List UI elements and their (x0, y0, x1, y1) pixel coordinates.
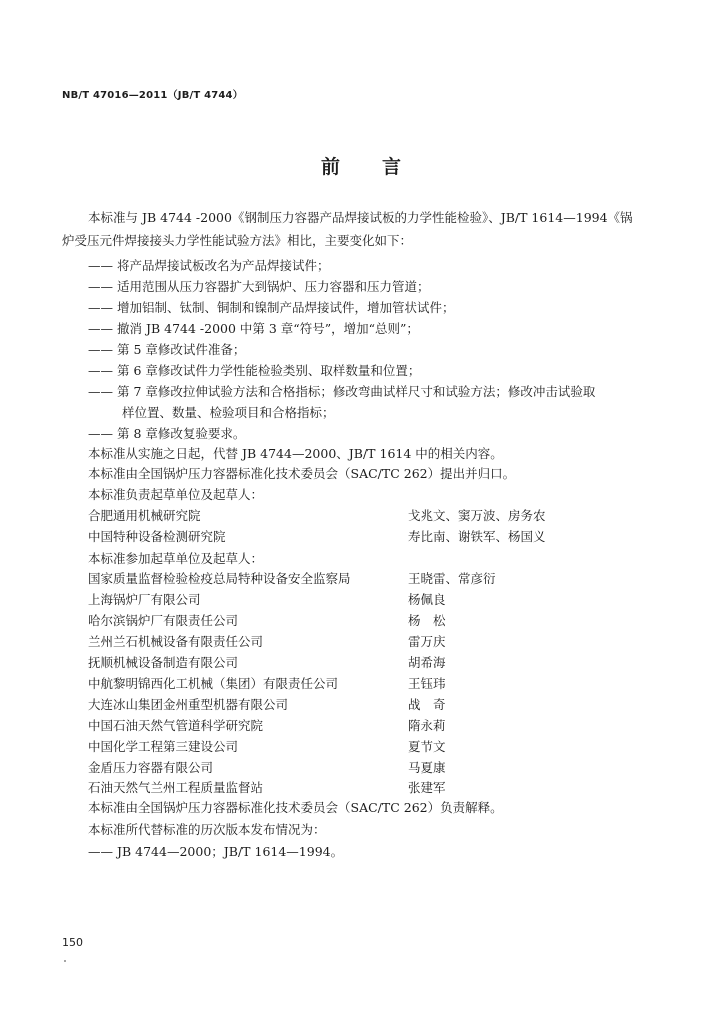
proposer-note: 本标准由全国锅炉压力容器标准化技术委员会（SAC/TC 262）提出并归口。 (88, 466, 516, 481)
title-char-2: 言 (382, 156, 404, 178)
participating-org: 抚顺机械设备制造有限公司 (88, 655, 239, 670)
participating-people: 雷万庆 (408, 634, 446, 649)
drafting-people: 戈兆文、窦万波、房务农 (408, 508, 546, 523)
participating-org: 大连冰山集团金州重型机器有限公司 (88, 697, 289, 712)
participating-org: 上海锅炉厂有限公司 (88, 592, 201, 607)
participating-people: 隋永莉 (408, 718, 446, 733)
history-heading: 本标准所代替标准的历次版本发布情况为： (88, 822, 326, 837)
participating-org: 兰州兰石机械设备有限责任公司 (88, 634, 264, 649)
change-item: —— 适用范围从压力容器扩大到锅炉、压力容器和压力管道； (88, 279, 430, 294)
participating-org: 中国化学工程第三建设公司 (88, 739, 239, 754)
participating-people: 张建军 (408, 780, 446, 795)
participating-people: 杨佩良 (408, 592, 446, 607)
change-item: —— 第 6 章修改试件力学性能检验类别、取样数量和位置； (88, 363, 421, 378)
participating-people: 王钰玮 (408, 676, 446, 691)
title-char-1: 前 (320, 156, 342, 178)
change-item: —— 将产品焊接试板改名为产品焊接试件； (88, 258, 330, 273)
participating-people: 夏节文 (408, 739, 446, 754)
participating-heading: 本标准参加起草单位及起草人： (88, 551, 264, 566)
drafting-heading: 本标准负责起草单位及起草人： (88, 487, 264, 502)
participating-org: 石油天然气兰州工程质量监督站 (88, 780, 264, 795)
change-item: —— 增加铝制、钛制、铜制和镍制产品焊接试件，增加管状试件； (88, 300, 455, 315)
drafting-org: 合肥通用机械研究院 (88, 508, 201, 523)
participating-org: 哈尔滨锅炉厂有限责任公司 (88, 613, 239, 628)
page-title (0, 152, 724, 179)
change-item: —— 第 8 章修改复验要求。 (88, 426, 246, 441)
intro-line-1: 本标准与 JB 4744 -2000《钢制压力容器产品焊接试板的力学性能检验》、JB/T 1614—1994《锅 (88, 210, 633, 225)
participating-people: 胡希海 (408, 655, 446, 670)
replacement-note: 本标准从实施之日起，代替 JB 4744—2000、JB/T 1614 中的相关内容。 (88, 446, 503, 461)
participating-org: 中航黎明锦西化工机械（集团）有限责任公司 (88, 676, 339, 691)
change-item: —— 第 7 章修改拉伸试验方法和合格指标；修改弯曲试样尺寸和试验方法；修改冲击试验取 (88, 384, 596, 399)
participating-org: 中国石油天然气管道科学研究院 (88, 718, 264, 733)
change-item: —— 撤消 JB 4744 -2000 中第 3 章“符号”，增加“总则”； (88, 321, 419, 336)
drafting-people: 寿比南、谢铁军、杨国义 (408, 529, 546, 544)
interpretation-note: 本标准由全国锅炉压力容器标准化技术委员会（SAC/TC 262）负责解释。 (88, 800, 503, 815)
drafting-org: 中国特种设备检测研究院 (88, 529, 226, 544)
standard-number-header: NB/T 47016—2011（JB/T 4744） (62, 90, 243, 101)
participating-org: 国家质量监督检验检疫总局特种设备安全监察局 (88, 571, 351, 586)
participating-people: 马夏康 (408, 760, 446, 775)
participating-people: 战 奇 (408, 697, 446, 712)
change-item: —— 第 5 章修改试件准备； (88, 342, 246, 357)
scan-speck (64, 960, 66, 962)
participating-org: 金盾压力容器有限公司 (88, 760, 214, 775)
history-versions: —— JB 4744—2000；JB/T 1614—1994。 (88, 844, 344, 859)
participating-people: 王晓雷、常彦衍 (408, 571, 496, 586)
participating-people: 杨 松 (408, 613, 446, 628)
page-number: 150 (62, 936, 83, 949)
change-item-continuation: 样位置、数量、检验项目和合格指标； (122, 405, 335, 420)
intro-line-2: 炉受压元件焊接接头力学性能试验方法》相比，主要变化如下： (62, 233, 413, 248)
